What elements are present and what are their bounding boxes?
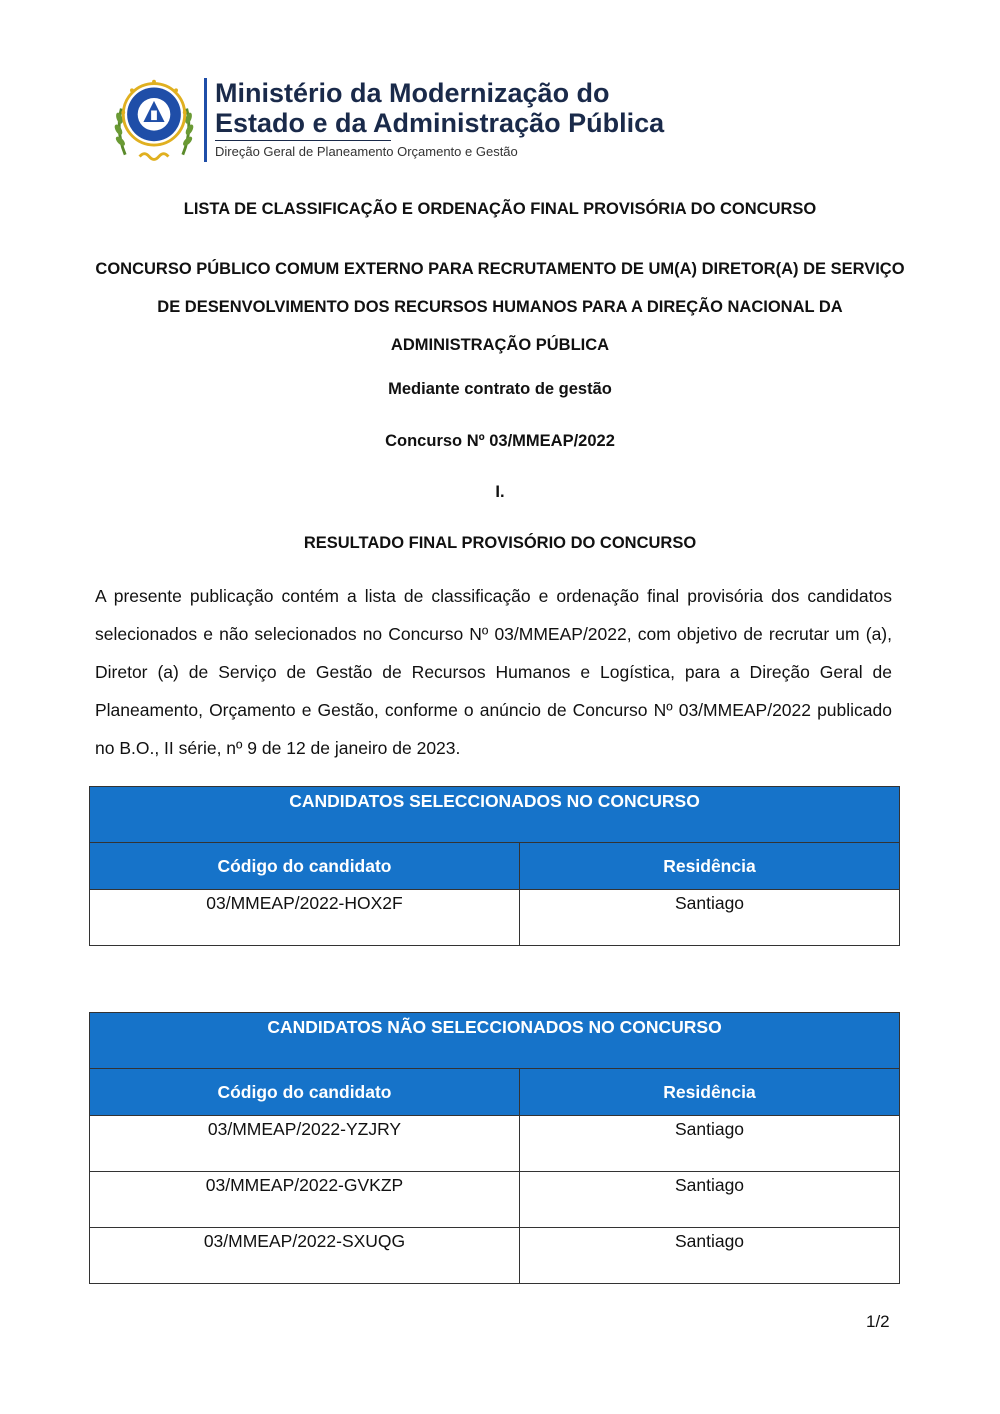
competition-title: CONCURSO PÚBLICO COMUM EXTERNO PARA RECRUTAMENTO DE UM(A) DIRETOR(A) DE SERVIÇO DE DESENVOLVIMENTO DOS RECURSOS HUMANOS PARA A DIREÇÃO NACIONAL DA ADMINISTRAÇÃO PÚBLICA (95, 260, 905, 354)
candidate-code: 03/MMEAP/2022-GVKZP (90, 1172, 520, 1228)
candidate-code: 03/MMEAP/2022-YZJRY (90, 1116, 520, 1172)
table-row (90, 1172, 900, 1228)
directorate-name: Direção Geral de Planeamento Orçamento e Gestão (215, 144, 518, 159)
ministry-divider (215, 140, 391, 141)
list-title: LISTA DE CLASSIFICAÇÃO E ORDENAÇÃO FINAL PROVISÓRIA DO CONCURSO (183, 200, 817, 218)
column-header-residence: Residência (520, 1069, 900, 1116)
column-header-code: Código do candidato (90, 843, 520, 890)
table-row (90, 1228, 900, 1284)
section-number: I. (495, 483, 505, 501)
selected-candidates-table (89, 786, 900, 946)
cabo-verde-emblem-icon (106, 74, 202, 170)
column-header-code: Código do candidato (90, 1069, 520, 1116)
table-heading: CANDIDATOS SELECCIONADOS NO CONCURSO (90, 787, 900, 843)
ministry-block (204, 78, 664, 162)
competition-number: Concurso Nº 03/MMEAP/2022 (385, 432, 615, 450)
intro-paragraph: A presente publicação contém a lista de classificação e ordenação final provisória dos candidatos selecionados e não selecionados no Concurso Nº 03/MMEAP/2022, com objetivo de recrutar um (a), Diretor (a) de Serviço de Gestão de Recursos Humanos e Logística, para a Direção Geral de Planeamento, Orçamento e Gestão, conforme o anúncio de Concurso Nº 03/MMEAP/2022 publicado no B.O., II série, nº 9 de 12 de janeiro de 2023. (95, 586, 892, 758)
ministry-name-line2: Estado e da Administração Pública (215, 108, 665, 138)
candidate-residence: Santiago (520, 1116, 900, 1172)
section-title: RESULTADO FINAL PROVISÓRIO DO CONCURSO (303, 534, 697, 552)
not-selected-candidates-table (89, 1012, 900, 1284)
page-number: 1/2 (866, 1312, 890, 1331)
table-heading: CANDIDATOS NÃO SELECCIONADOS NO CONCURSO (90, 1013, 900, 1069)
document-header (100, 70, 900, 170)
column-header-residence: Residência (520, 843, 900, 890)
candidate-residence: Santiago (520, 1172, 900, 1228)
candidate-residence: Santiago (520, 1228, 900, 1284)
contract-subtitle: Mediante contrato de gestão (388, 380, 612, 398)
ministry-name-line1: Ministério da Modernização do (215, 78, 610, 108)
candidate-residence: Santiago (520, 890, 900, 946)
candidate-code: 03/MMEAP/2022-HOX2F (90, 890, 520, 946)
candidate-code: 03/MMEAP/2022-SXUQG (90, 1228, 520, 1284)
table-row (90, 1116, 900, 1172)
table-row (90, 890, 900, 946)
